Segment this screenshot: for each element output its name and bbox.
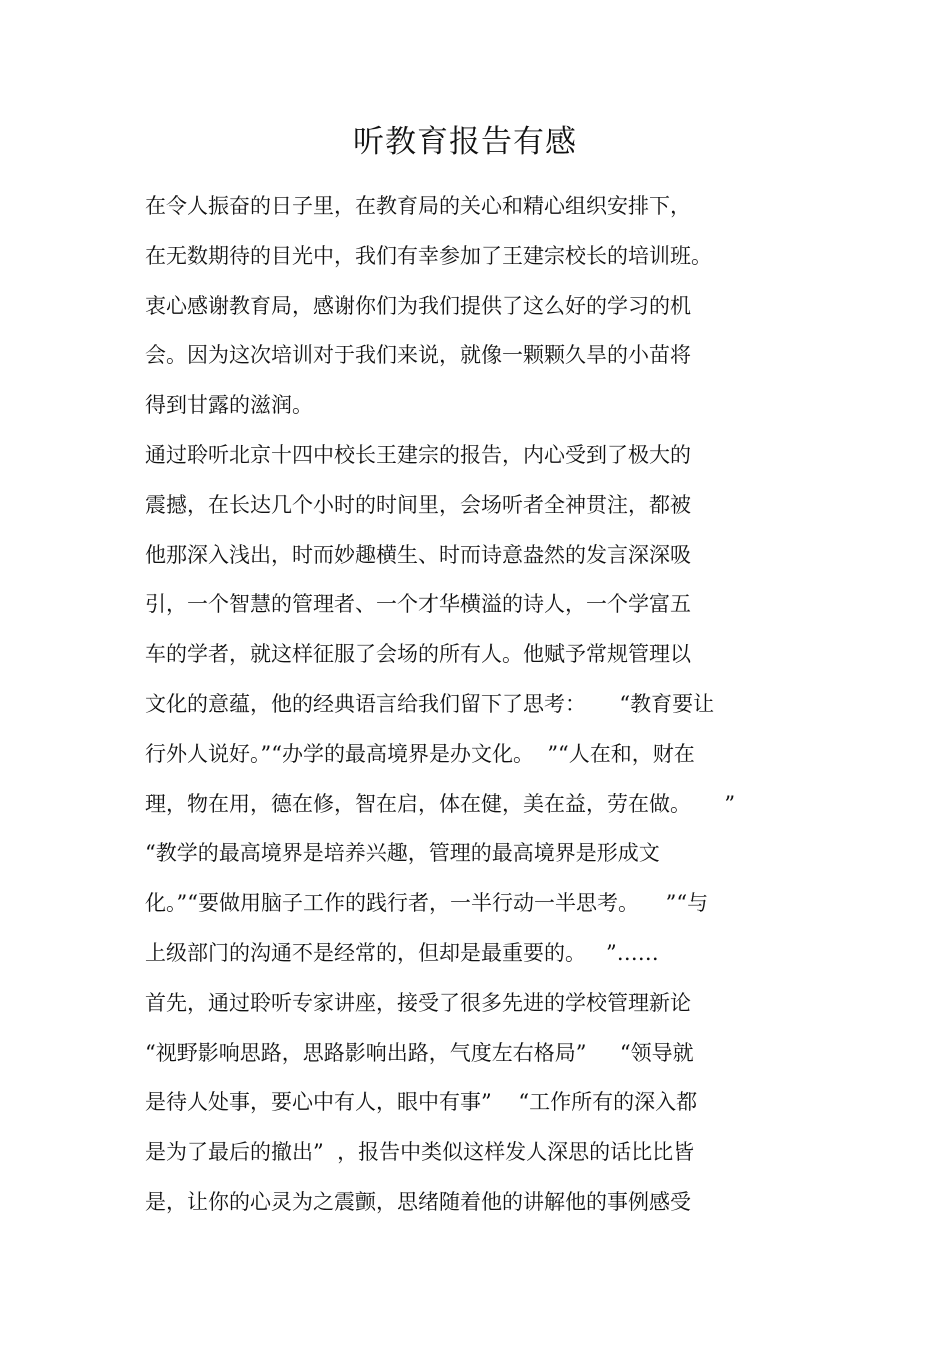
document-body: [145, 182, 825, 1228]
text-line: “教学的最高境界是培养兴趣，管理的最高境界是形成文: [145, 841, 660, 866]
text-line: 通过聆听北京十四中校长王建宗的报告，内心受到了极大的: [145, 442, 691, 467]
text-line: 引，一个智慧的管理者、一个才华横溢的诗人，一个学富五: [145, 592, 691, 617]
text-line: 车的学者，就这样征服了会场的所有人。他赋予常规管理以: [145, 642, 691, 667]
text-line: “视野影响思路，思路影响出路，气度左右格局” “领导就: [145, 1040, 694, 1065]
text-line: 是待人处事，要心中有人，眼中有事” “工作所有的深入都: [145, 1090, 698, 1115]
text-line: 是，让你的心灵为之震颤，思绪随着他的讲解他的事例感受: [145, 1189, 691, 1214]
text-line: 行外人说好。”“办学的最高境界是办文化。 ”“人在和，财在: [145, 741, 695, 766]
text-line: 是为了最后的撤出” ，报告中类似这样发人深思的话比比皆: [145, 1140, 695, 1165]
text-line: 在无数期待的目光中，我们有幸参加了王建宗校长的培训班。: [145, 243, 712, 268]
text-line: 他那深入浅出，时而妙趣横生、时而诗意盎然的发言深深吸: [145, 542, 691, 567]
text-line: 首先，通过聆听专家讲座，接受了很多先进的学校管理新论: [145, 990, 691, 1015]
text-line: 在令人振奋的日子里，在教育局的关心和精心组织安排下，: [145, 194, 691, 218]
text-line: 得到甘露的滋润。: [145, 393, 313, 418]
text-line: 文化的意蕴，他的经典语言给我们留下了思考： “教育要让: [145, 691, 715, 716]
text-line: 上级部门的沟通不是经常的，但却是最重要的。 ”……: [145, 940, 659, 965]
text-line: 会。因为这次培训对于我们来说，就像一颗颗久旱的小苗将: [145, 343, 691, 368]
text-line: 理，物在用，德在修，智在启，体在健，美在益，劳在做。 ”: [145, 791, 736, 816]
text-line: 衷心感谢教育局，感谢你们为我们提供了这么好的学习的机: [145, 293, 691, 318]
document-title: 听教育报告有感: [353, 124, 577, 160]
text-line: 震撼，在长达几个小时的时间里，会场听者全神贯注，都被: [145, 492, 691, 517]
text-line: 化。”“要做用脑子工作的践行者，一半行动一半思考。 ”“与: [145, 891, 709, 916]
